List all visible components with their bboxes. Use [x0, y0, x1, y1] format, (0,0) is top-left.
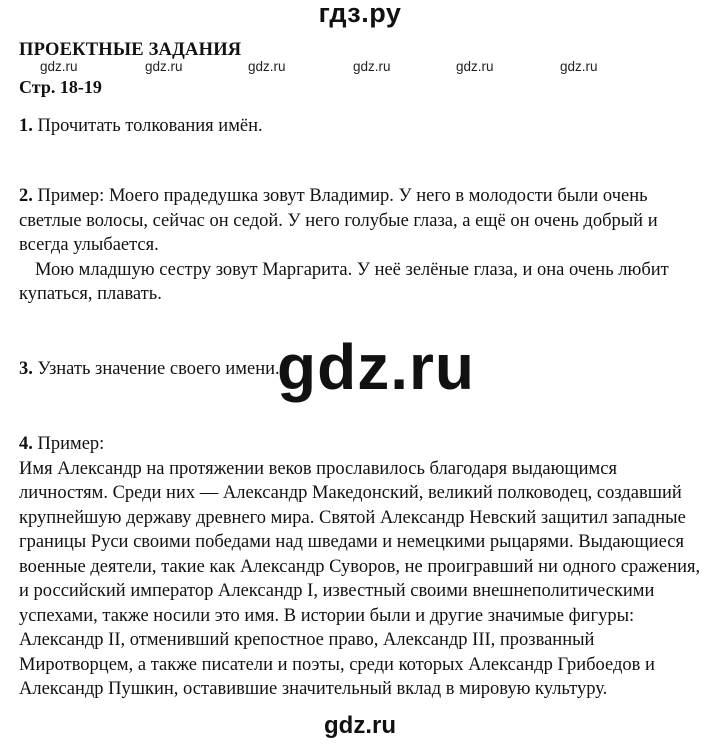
- task-number: 2.: [19, 186, 33, 206]
- task-text: Узнать значение своего имени.: [37, 359, 280, 379]
- big-watermark: gdz.ru: [277, 331, 475, 403]
- watermark: gdz.ru: [248, 59, 286, 74]
- watermark: gdz.ru: [40, 59, 78, 74]
- page-range: Стр. 18-19: [19, 77, 102, 97]
- text-line: границы Руси своими победами над шведами и немецкими рыцарями. Выдающиеся: [19, 532, 685, 552]
- section-heading: ПРОЕКТНЫЕ ЗАДАНИЯ: [19, 40, 242, 60]
- text-line: купаться, плавать.: [19, 284, 162, 304]
- text-line: 4. Пример:: [19, 434, 105, 454]
- text-line: личностям. Среди них — Александр Македонский, великий полководец, создавший: [19, 483, 682, 503]
- text-line: успехами, также носили это имя. В истории были и другие значимые фигуры:: [19, 605, 635, 626]
- text-line: всегда улыбается.: [19, 235, 159, 255]
- text-line: 2. Пример: Моего прадедушка зовут Владимир. У него в молодости были очень: [19, 186, 648, 206]
- text-line: и российский император Александр I, известный своими внешнеполитическими: [19, 581, 655, 601]
- text-line: Имя Александр на протяжении веков прославилось благодаря выдающимся: [19, 458, 617, 479]
- watermark: gdz.ru: [456, 59, 494, 74]
- text-line: Александр II, отменивший крепостное право, Александр III, прозванный: [19, 630, 595, 650]
- text-line: светлые волосы, сейчас он седой. У него голубые глаза, а ещё он очень добрый и: [19, 210, 658, 231]
- watermark: gdz.ru: [560, 59, 598, 74]
- task-number: 1.: [19, 116, 33, 136]
- site-logo[interactable]: гдз.ру: [318, 0, 402, 28]
- bottom-watermark: gdz.ru: [324, 712, 396, 739]
- task-number: 3.: [19, 359, 33, 379]
- text-line: Мою младшую сестру зовут Маргарита. У неё зелёные глаза, и она очень любит: [35, 259, 669, 280]
- text-line: крупнейшую державу древнего мира. Святой Александр Невский защитил западные: [19, 507, 686, 528]
- text-line: Александр Пушкин, оставившие значительный вклад в мировую культуру.: [19, 679, 608, 699]
- watermark: gdz.ru: [145, 59, 183, 74]
- text-line: военные деятели, такие как Александр Суворов, не проигравший ни одного сражения,: [19, 556, 701, 577]
- watermark: gdz.ru: [353, 59, 391, 74]
- task-number: 4.: [19, 434, 33, 454]
- task-1: [19, 114, 709, 139]
- task-4: [19, 432, 709, 702]
- task-2: [19, 184, 709, 307]
- text-line: Миротворцем, а также писатели и поэты, среди которых Александр Грибоедов и: [19, 654, 655, 675]
- task-text: Прочитать толкования имён.: [37, 116, 263, 136]
